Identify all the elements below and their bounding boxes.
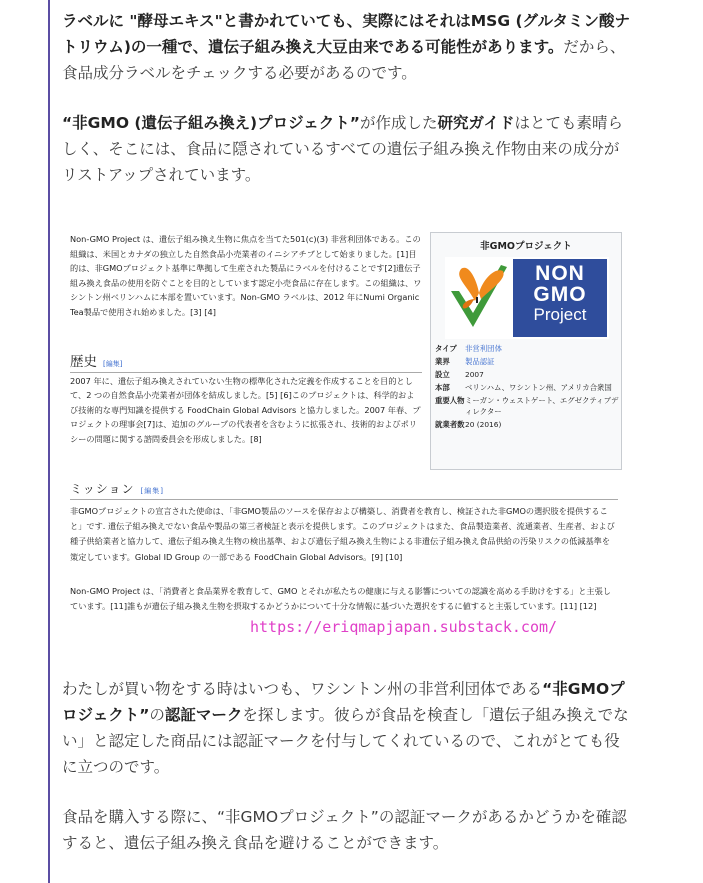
logo-line-2: GMO — [533, 283, 587, 306]
edit-link[interactable]: [編集] — [140, 487, 164, 495]
logo-line-3: Project — [533, 305, 587, 324]
infobox-row — [435, 419, 619, 430]
infobox-row — [435, 356, 619, 367]
non-gmo-project-logo — [445, 257, 609, 339]
infobox-key: 本部 — [435, 383, 450, 392]
wiki-intro-text: Non-GMO Project は、遺伝子組み換え生物に焦点を当てた501(c)(3) 非営利団体である。この組織は、米国とカナダの独立した自然食品小売業者のイニシアチブとして始まりました。[1]目的は、非GMOプロジェクト基準に準拠して生産された製品にラベルを付けることです[2]遺伝子組み換え食品の使用を防ぐことを目的としています認定小売食品に存在します。この組織は、ワシントン州ベリンハムに本部を置いています。Non-GMO ラベルは、2012 年にNumi Organic Tea製品で使用され始めました。[3] [4] — [70, 234, 422, 317]
history-heading-text: 歴史 — [70, 354, 97, 370]
paragraph-4: 食品を購入する際に、“非GMOプロジェクト”の認証マークがあるかどうかを確認すると、遺伝子組み換え食品を避けることができます。 — [62, 808, 627, 852]
research-guide-link[interactable]: 研究ガイド — [437, 114, 515, 132]
infobox-row — [435, 382, 619, 393]
logo-text-block — [513, 259, 607, 337]
infobox-value: 2007 — [465, 370, 484, 379]
infobox-key: 重要人物 — [435, 396, 465, 405]
wiki-history-heading — [70, 350, 422, 373]
wiki-mission-heading — [70, 480, 618, 500]
wikipedia-screenshot — [62, 222, 624, 642]
paragraph-3-project-name: “非GMOプロジェクト” — [62, 680, 625, 724]
paragraph-3-rest: を探します。彼らが食品を検査し「遺伝子組み換えでない」と認定した商品には認証マークを付与してくれているので、これがとても役に立つのです。 — [62, 706, 629, 776]
infobox-title: 非GMOプロジェクト — [480, 241, 572, 252]
wiki-mission-text: 非GMOプロジェクトの宣言された使命は、「非GMO製品のソースを保存および構築し、消費者を教育し、検証された非GMOの選択肢を提供すること」です. 遺伝子組み換えでない食品や製品の第三者検証と表示を提供します。このプロジェクトはまた、食品製造業者、流通業者、生産者、および種子供給業者と協力して、遺伝子組み換え生物の検出基準、および遺伝子組み換え生物による非遺伝子組み換え食品供給の汚染リスクの低減基準を策定しています。Global ID Group の一部である FoodChain Global Advisors。[9] [10] — [70, 506, 615, 562]
infobox-value: ミーガン・ウェストゲート、エグゼクティブディレクター — [465, 396, 619, 416]
paragraph-1-bold: ラベルに "酵母エキス"と書かれていても、実際にはそれはMSG (グルタミン酸ナトリウム)の一種で、遺伝子組み換え大豆由来である可能性があります。 — [62, 12, 630, 56]
infobox-value[interactable]: 製品認証 — [465, 357, 495, 366]
mission-heading-text: ミッション — [70, 482, 135, 496]
wiki-infobox — [430, 232, 622, 470]
wiki-history-text: 2007 年に、遺伝子組み換えされていない生物の標準化された定義を作成することを目的として、2 つの自然食品小売業者が団体を結成しました。[5] [6]このプロジェクトは、科学的および技術的な専門知識を提供する FoodChain Global Advisors と協力しました。2007 年春、プロジェクトの理事会[7]は、追加のグループの代表者を含むように拡張され、技術的およびポリシーの問題に関する諮問委員会を形成しました。[8] — [70, 376, 421, 444]
infobox-row — [435, 395, 619, 417]
logo-line-1: NON — [535, 262, 585, 285]
left-border-rule — [48, 0, 50, 883]
wiki-mission-text-2: Non-GMO Project は、「消費者と食品業界を教育して、GMO とそれが私たちの健康に与える影響についての認識を高める手助けをする」と主張しています。[11]誰もが遺伝子組み換え生物を摂取するかどうかについて十分な情報に基づいた選択をするに値すると主張しています。[11] [12] — [70, 586, 611, 612]
infobox-value[interactable]: 非営利団体 — [465, 344, 502, 353]
infobox-value: ベリンハム、ワシントン州、アメリカ合衆国 — [465, 383, 612, 392]
infobox-key: 業界 — [435, 357, 450, 366]
paragraph-3-particle: の — [149, 706, 165, 724]
infobox-row — [435, 343, 619, 354]
edit-link[interactable]: [編集] — [103, 360, 123, 368]
infobox-value: 20 (2016) — [465, 420, 502, 429]
infobox-key: 就業者数 — [435, 420, 465, 429]
paragraph-2-project-name: “非GMO (遺伝子組み換え)プロジェクト” — [62, 114, 360, 132]
paragraph-2-text: が作成した — [359, 114, 438, 132]
certification-mark-link[interactable]: 認証マーク — [164, 706, 243, 724]
butterfly-check-icon — [447, 261, 511, 335]
paragraph-2-rest: はとても素晴らしく、そこには、食品に隠されているすべての遺伝子組み換え作物由来の成分がリストアップされています。 — [62, 114, 624, 184]
watermark-url: https://eriqmapjapan.substack.com/ — [250, 618, 558, 636]
infobox-key: タイプ — [435, 344, 457, 353]
paragraph-3 — [62, 676, 632, 780]
infobox-key: 設立 — [435, 370, 450, 379]
paragraph-3-text: わたしが買い物をする時はいつも、ワシントン州の非営利団体である — [62, 680, 543, 698]
infobox-rows — [435, 343, 619, 432]
paragraph-1-rest: だから、食品成分ラベルをチェックする必要があるのです。 — [62, 38, 626, 82]
infobox-row — [435, 369, 619, 380]
paragraph-1 — [62, 8, 632, 86]
paragraph-2 — [62, 110, 632, 188]
